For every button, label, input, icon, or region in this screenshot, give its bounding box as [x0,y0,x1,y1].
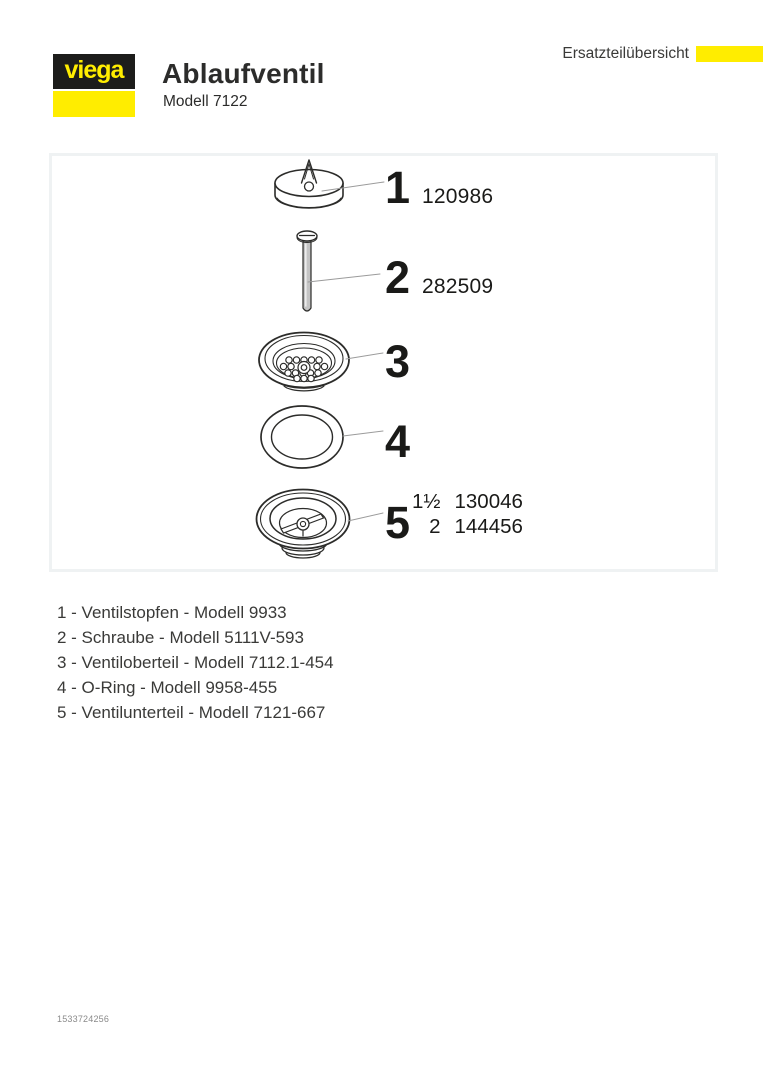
part-5-valve-body-drawing [257,490,350,559]
variant-code: 130046 [454,490,523,513]
part-number: 1 [385,162,410,213]
callout-3 [385,336,410,387]
parts-list-item: 2 - Schraube - Modell 5111V-593 [57,627,304,647]
callout-5 [385,497,410,548]
parts-list-item: 3 - Ventiloberteil - Modell 7112.1-454 [57,652,334,672]
part-code: 282509 [422,275,494,298]
page-subtitle: Modell 7122 [163,93,248,110]
brand-logo [53,54,135,89]
part-3-strainer-drawing [259,333,349,391]
part-number: 3 [385,336,410,387]
part-number: 4 [385,416,410,467]
doc-number: 1533724256 [57,1014,110,1024]
parts-list [57,601,334,726]
part-number: 5 [385,497,410,548]
variant-size: 2 [429,515,441,538]
variant-code: 144456 [454,515,523,538]
callout-4 [385,416,410,467]
page-title: Ablaufventil [162,58,325,89]
parts-list-item: 5 - Ventilunterteil - Modell 7121-667 [57,702,326,722]
parts-list-item: 4 - O-Ring - Modell 9958-455 [57,677,278,697]
accent-bar [696,46,763,62]
part-4-oring-drawing [261,406,343,468]
part-2-screw-drawing [297,231,317,311]
callout-2 [385,252,494,303]
doc-type-label: Ersatzteilübersicht [562,45,689,63]
part-code: 120986 [422,185,494,208]
part-number: 2 [385,252,410,303]
part-1-stopper-drawing [275,160,343,208]
parts-list-item: 1 - Ventilstopfen - Modell 9933 [57,603,287,622]
callout-5-variants-table [412,489,523,539]
doc-type-tag [562,46,763,62]
variant-size: 1½ [412,490,441,513]
logo-yellow-block [53,91,135,117]
exploded-diagram [49,153,718,572]
callout-1 [385,162,494,213]
diagram-panel [49,153,718,572]
logo-wordmark: viega [64,56,124,84]
